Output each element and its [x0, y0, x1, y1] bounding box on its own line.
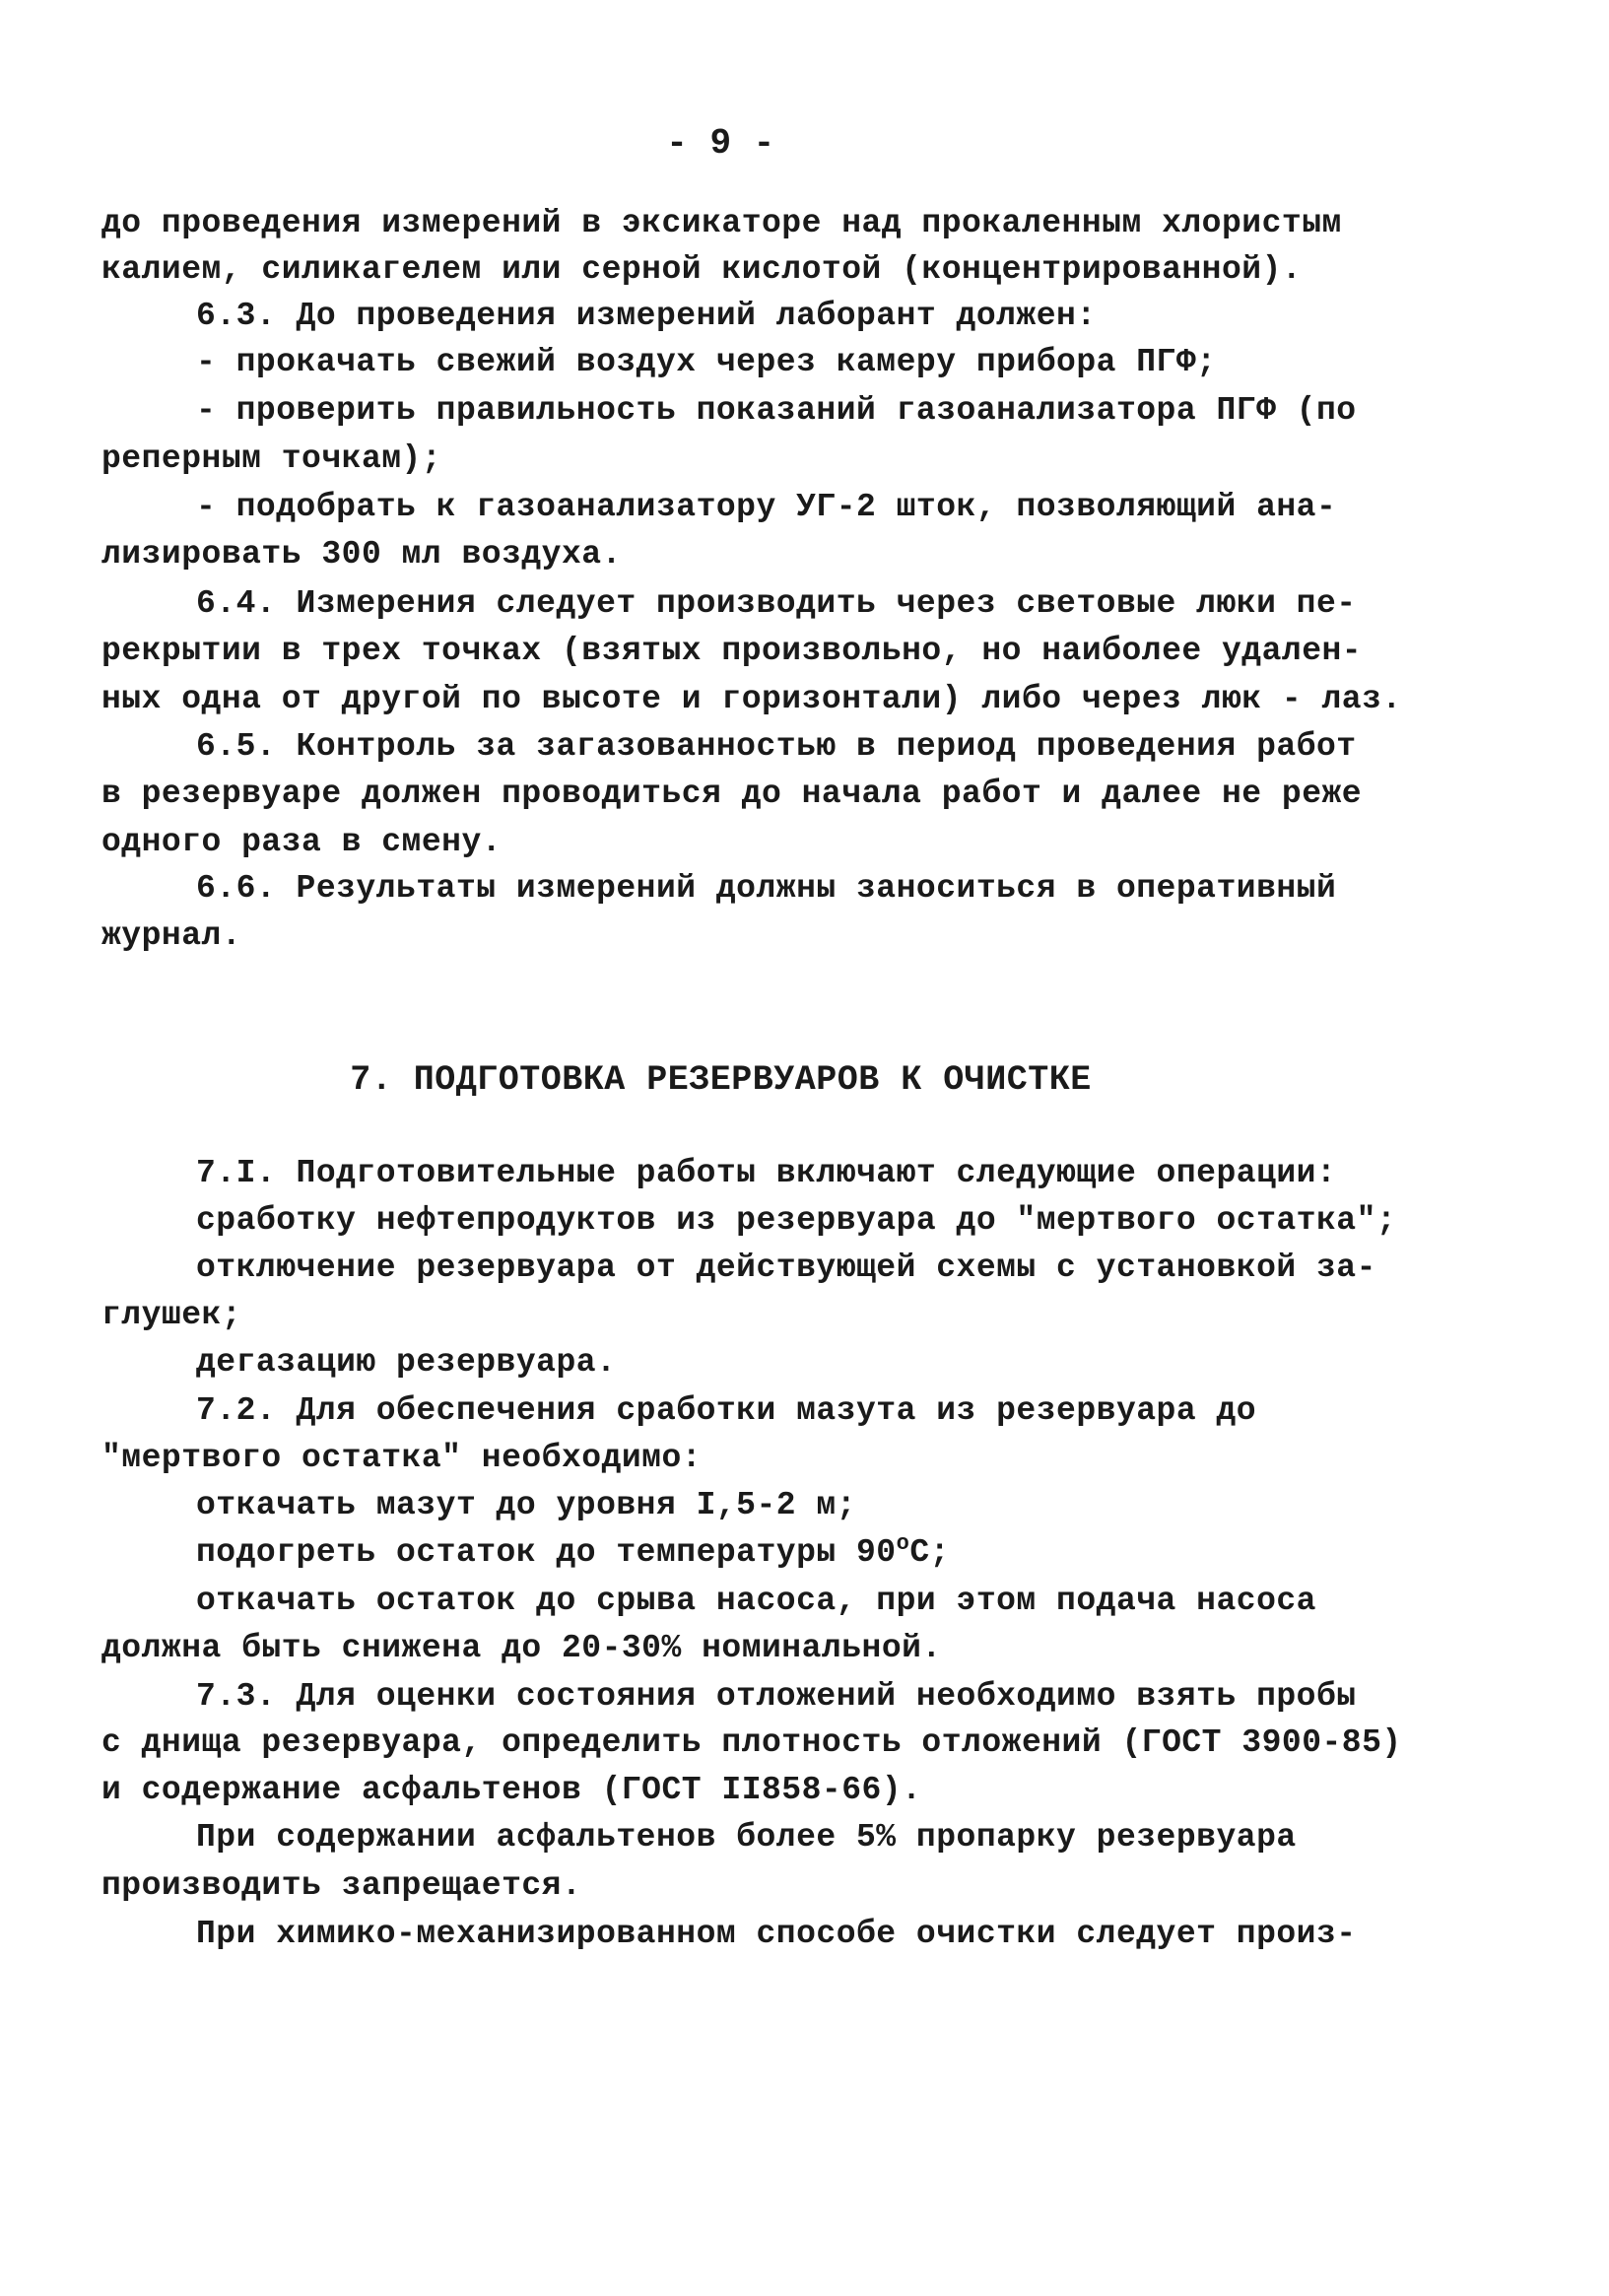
- text-line: дегазацию резервуара.: [196, 1344, 617, 1381]
- text-line: При химико-механизированном способе очистки следует произ-: [196, 1916, 1357, 1952]
- text-line: 7.3. Для оценки состояния отложений необходимо взять пробы: [196, 1678, 1357, 1715]
- text-line: с днища резервуара, определить плотность отложений (ГОСТ 3900-85): [101, 1724, 1402, 1761]
- text-line: откачать остаток до срыва насоса, при этом подача насоса: [196, 1583, 1316, 1619]
- text-line: журнал.: [101, 917, 242, 954]
- text-line: 6.3. До проведения измерений лаборант должен:: [196, 298, 1097, 334]
- text-line: При содержании асфальтенов более 5% пропарку резервуара: [196, 1819, 1297, 1856]
- text-line: лизировать 300 мл воздуха.: [101, 536, 622, 573]
- text-line: и содержание асфальтенов (ГОСТ II858-66).: [101, 1772, 922, 1808]
- page-number: - 9 -: [666, 123, 775, 164]
- degree-sign: о: [896, 1531, 910, 1556]
- text-line: до проведения измерений в эксикаторе над прокаленным хлористым: [101, 205, 1342, 241]
- text-line-temperature: [196, 1531, 950, 1571]
- text-line: 6.4. Измерения следует производить через световые люки пе-: [196, 585, 1357, 622]
- text-line: калием, силикагелем или серной кислотой (концентрированной).: [101, 251, 1303, 288]
- text-line: отключение резервуара от действующей схемы с установкой за-: [196, 1249, 1376, 1286]
- text-line: 7.I. Подготовительные работы включают следующие операции:: [196, 1155, 1337, 1191]
- text-line: должна быть снижена до 20-30% номинальной.: [101, 1630, 942, 1666]
- text-line: в резервуаре должен проводиться до начала работ и далее не реже: [101, 776, 1363, 812]
- text-line: - подобрать к газоанализатору УГ-2 шток, позволяющий ана-: [196, 489, 1337, 525]
- text-line: рекрытии в трех точках (взятых произвольно, но наиболее удален-: [101, 633, 1363, 669]
- temperature-suffix: С;: [909, 1534, 950, 1571]
- text-line: откачать мазут до уровня I,5-2 м;: [196, 1487, 857, 1523]
- text-line: - прокачать свежий воздух через камеру прибора ПГФ;: [196, 344, 1217, 380]
- text-line: одного раза в смену.: [101, 824, 503, 860]
- text-line: - проверить правильность показаний газоанализатора ПГФ (по: [196, 392, 1357, 429]
- text-line: 6.5. Контроль за загазованностью в период проведения работ: [196, 728, 1357, 765]
- text-line: ных одна от другой по высоте и горизонтали) либо через люк - лаз.: [101, 681, 1402, 717]
- text-line: сработку нефтепродуктов из резервуара до "мертвого остатка";: [196, 1202, 1397, 1239]
- text-line: "мертвого остатка" необходимо:: [101, 1440, 703, 1476]
- temperature-text: подогреть остаток до температуры 90: [196, 1534, 897, 1571]
- text-line: производить запрещается.: [101, 1867, 582, 1904]
- text-line: глушек;: [101, 1297, 242, 1333]
- text-line: 7.2. Для обеспечения сработки мазута из резервуара до: [196, 1392, 1257, 1429]
- section-heading: 7. ПОДГОТОВКА РЕЗЕРВУАРОВ К ОЧИСТКЕ: [350, 1060, 1092, 1100]
- text-line: реперным точкам);: [101, 440, 442, 477]
- text-line: 6.6. Результаты измерений должны заноситься в оперативный: [196, 870, 1337, 907]
